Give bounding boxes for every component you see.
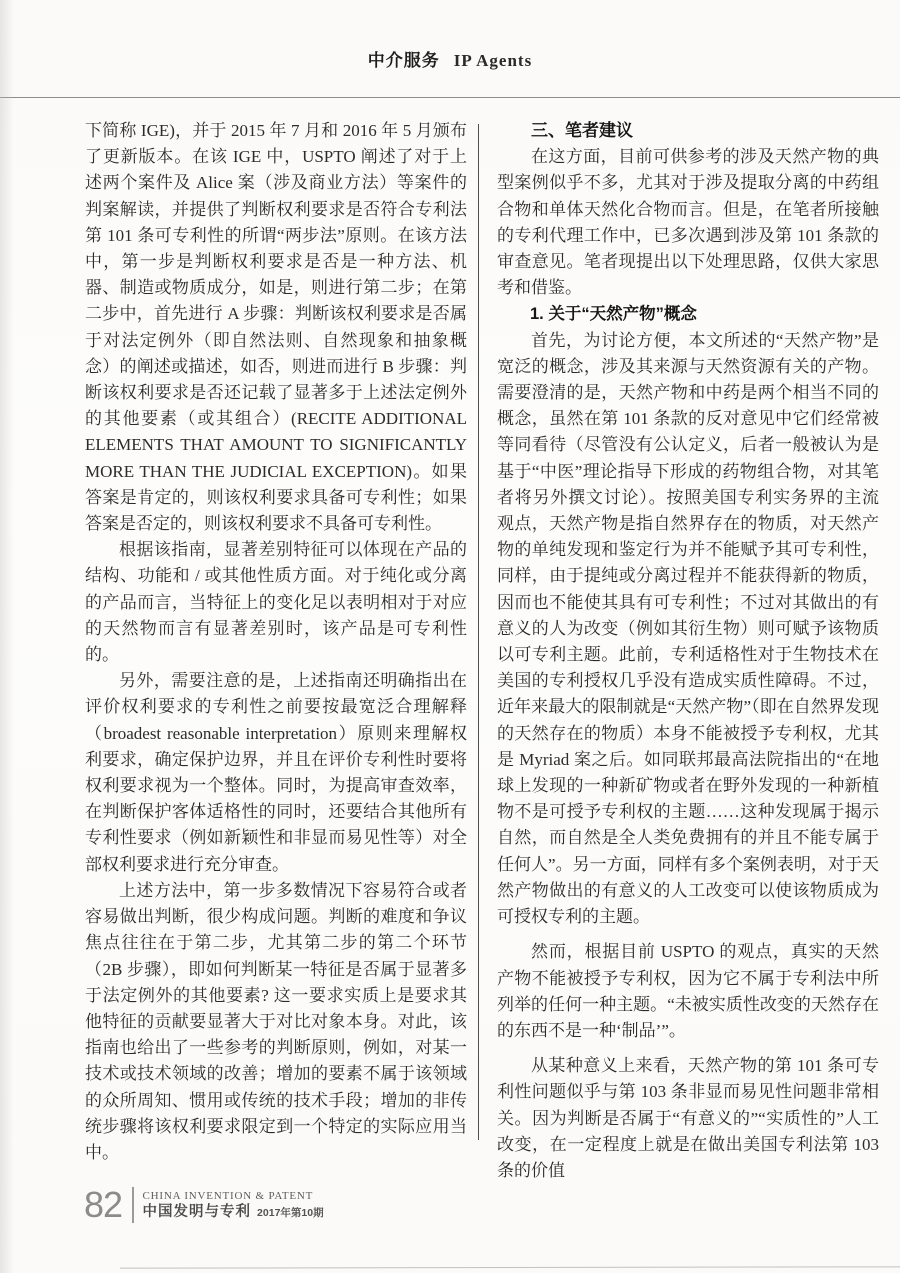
section-heading: 三、笔者建议 xyxy=(531,121,633,140)
journal-title-en: CHINA INVENTION & PATENT xyxy=(142,1189,314,1202)
footer-divider-bar xyxy=(132,1187,134,1223)
journal-issue-label: 2017年第10期 xyxy=(257,1206,324,1219)
header-section-title-en: IP Agents xyxy=(453,51,533,70)
page-number: 82 xyxy=(84,1184,123,1225)
column-divider-line xyxy=(478,124,479,1140)
scan-shadow xyxy=(0,0,14,1273)
page-footer xyxy=(84,1186,324,1224)
body-paragraph: 从某种意义上来看，天然产物的第 101 条可专利性问题似乎与第 103 条非显而易见性问题非常相关。因为判断是否属于“有意义的”“实质性的”人工改变，在一定程度上就是在做出美国专利法第 103 条的价值 xyxy=(497,1056,879,1180)
body-paragraph: 上述方法中，第一步多数情况下容易符合或者容易做出判断，很少构成问题。判断的难度和争议焦点往往在于第二步，尤其第二步的第二个环节（2B 步骤），即如何判断某一特征是否属于显著多于法定例外的其他要素? 这一要求实质上是要求其他特征的贡献要显著大于对比对象本身。对此，该指南也给出了一些参考的判断原则，例如，对某一技术或技术领域的改善；增加的要素不属于该领域的众所周知、惯用或传统的技术手段；增加的非传统步骤将该权利要求限定到一个特定的实际应用当中。 xyxy=(85,880,467,1162)
body-paragraph: 首先，为讨论方便，本文所述的“天然产物”是宽泛的概念，涉及其来源与天然资源有关的产物。需要澄清的是，天然产物和中药是两个相当不同的概念，虽然在第 101 条款的反对意见中它们经常被等同看待（尽管没有公认定义，后者一般被认为是基于“中医”理论指导下形成的药物组合物，对其笔者将另外撰文讨论）。按照美国专利实务界的主流观点，天然产物是指自然界存在的物质，对天然产物的单纯发现和鉴定行为并不能赋予其可专利性，同样，由于提纯或分离过程并不能获得新的物质，因而也不能使其具有可专利性；不过对其做出的有意义的人为改变（例如其衍生物）则可赋予该物质以可专利主题。此前，专利适格性对于生物技术在美国的专利授权几乎没有造成实质性障碍。不过，近年来最大的限制就是“天然产物”（即在自然界发现的天然存在的物质）本身不能被授予专利权，尤其是 Myriad 案之后。如同联邦最高法院指出的“在地球上发现的一种新矿物或者在野外发现的一种新植物不是可授予专利权的主题……这种发现属于揭示自然，而自然是全人类免费拥有的并且不能专属于任何人”。另一方面，同样有多个案例表明，对于天然产物做出的有意义的人工改变可以使该物质成为可授权专利的主题。 xyxy=(497,330,879,927)
body-paragraph: 根据该指南，显著差别特征可以体现在产品的结构、功能和 / 或其他性质方面。对于纯化或分离的产品而言，当特征上的变化足以表明相对于对应的天然物而言有显著差别时，该产品是可专利性的。 xyxy=(85,540,467,665)
page-header xyxy=(0,46,900,71)
right-column xyxy=(497,118,879,1184)
sub-heading: 1. 关于“天然产物”概念 xyxy=(530,305,697,324)
header-section-title-cn: 中介服务 xyxy=(367,51,440,70)
body-paragraph: 另外，需要注意的是，上述指南还明确指出在评价权利要求的专利性之前要按最宽泛合理解释（broadest reasonable interpretation）原则来理解权利要求，确定保护边界，并且在评价专利性时要将权利要求视为一个整体。同时，为提高审查效率，在判断保护客体适格性的同时，还要结合其他所有专利性要求（例如新颖性和非显而易见性等）对全部权利要求进行充分审查。 xyxy=(85,671,467,874)
body-paragraph: 在这方面，目前可供参考的涉及天然产物的典型案例似乎不多，尤其对于涉及提取分离的中药组合物和单体天然化合物而言。但是，在笔者所接触的专利代理工作中，已多次遇到涉及第 101 条款的审查意见。笔者现提出以下处理思路，仅供大家思考和借鉴。 xyxy=(497,147,879,298)
left-column xyxy=(85,118,467,1166)
body-paragraph: 然而，根据目前 USPTO 的观点，真实的天然产物不能被授予专利权，因为它不属于专利法中所列举的任何一种主题。“未被实质性改变的天然存在的东西不是一种‘制品’”。 xyxy=(497,942,879,1040)
scan-page-edge xyxy=(120,1266,900,1268)
journal-info xyxy=(143,1189,324,1222)
body-paragraph: 下简称 IGE)，并于 2015 年 7 月和 2016 年 5 月颁布了更新版本。在该 IGE 中，USPTO 阐述了对于上述两个案件及 Alice 案（涉及商业方法）等案件的判案解读，并提供了判断权利要求是否符合专利法第 101 条可专利性的所谓“两步法”原则。在该方法中，第一步是判断权利要求是否是一种方法、机器、制造或物质成分，如是，则进行第二步；在第二步中，首先进行 A 步骤：判断该权利要求是否属于对法定例外（即自然法则、自然现象和抽象概念）的阐述或描述，如否，则进而进行 B 步骤：判断该权利要求是否还记载了显著多于上述法定例外的其他要素（或其组合）(RECITE ADDITIONAL ELEMENTS THAT AMOUNT TO SIGNIFICANTLY MORE THAN THE JUDICIAL EXCEPTION)。如果答案是肯定的，则该权利要求具备可专利性；如果答案是否定的，则该权利要求不具备可专利性。 xyxy=(85,121,467,534)
journal-title-cn: 中国发明与专利 xyxy=(142,1203,252,1220)
header-divider-line xyxy=(0,97,900,98)
